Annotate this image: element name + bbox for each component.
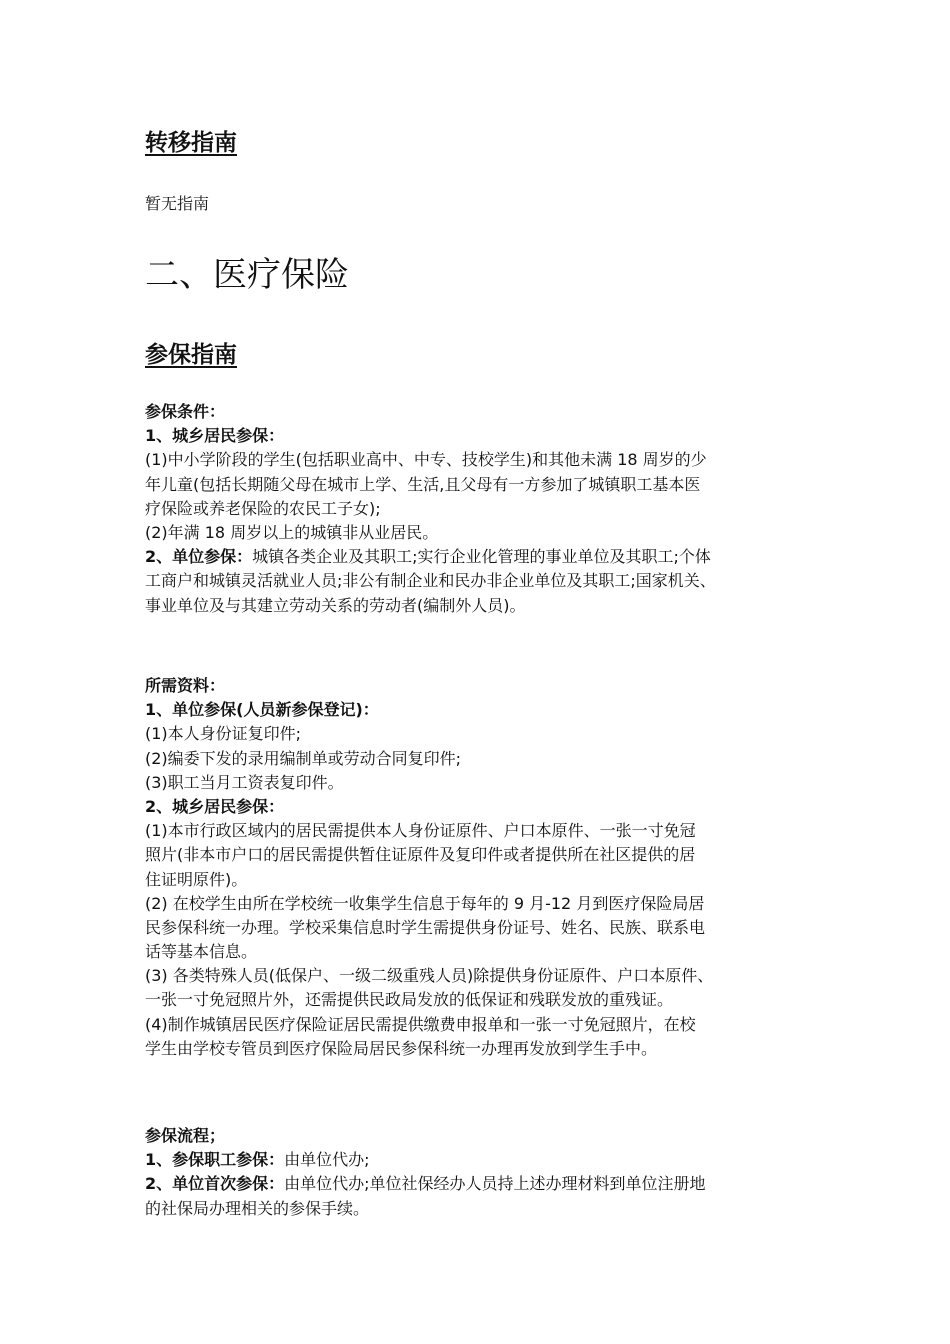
materials-item2-line: 话等基本信息。	[145, 942, 258, 962]
conditions-item2-line	[145, 545, 825, 569]
materials-item2-line: (2) 在校学生由所在学校统一收集学生信息于每年的 9 月-12 月到医疗保险局居	[145, 893, 705, 913]
conditions-item2-line: 工商户和城镇灵活就业人员;非公有制企业和民办非企业单位及其职工;国家机关、	[145, 571, 716, 591]
materials-title: 所需资料：	[145, 676, 226, 695]
conditions-item1-line: 年儿童(包括长期随父母在城市上学、生活,且父母有一方参加了城镇职工基本医	[145, 474, 701, 494]
materials-item2-line: 住证明原件)。	[145, 869, 248, 889]
transfer-guide-body: 暂无指南	[145, 194, 210, 213]
conditions-item2-label: 2、单位参保：	[145, 547, 253, 567]
enrollment-guide-heading: 参保指南	[145, 342, 237, 368]
materials-item2-line: 民参保科统一办理。学校采集信息时学生需提供身份证号、姓名、民族、联系电	[145, 917, 706, 937]
materials-item2-line: 学生由学校专管员到医疗保险局居民参保科统一办理再发放到学生手中。	[145, 1038, 658, 1058]
materials-item2-line: (3) 各类特殊人员(低保户、一级二级重残人员)除提供身份证原件、户口本原件、	[145, 966, 714, 986]
materials-item2-line: 一张一寸免冠照片外，还需提供民政局发放的低保证和残联发放的重残证。	[145, 990, 674, 1010]
materials-item1-line: (3)职工当月工资表复印件。	[145, 772, 344, 792]
conditions-item1-line: (2)年满 18 周岁以上的城镇非从业居民。	[145, 522, 439, 542]
conditions-item2-text: 城镇各类企业及其职工;实行企业化管理的事业单位及其职工;个体	[252, 547, 711, 567]
materials-item1-line: (1)本人身份证复印件;	[145, 724, 302, 744]
conditions-item1-line: 疗保险或养老保险的农民工子女);	[145, 498, 381, 518]
process-item2-text: 由单位代办;单位社保经办人员持上述办理材料到单位注册地	[284, 1174, 706, 1194]
conditions-item1-line: (1)中小学阶段的学生(包括职业高中、中专、技校学生)和其他未满 18 周岁的少	[145, 450, 707, 470]
medical-insurance-heading: 二、医疗保险	[145, 255, 349, 295]
materials-item2-title: 2、城乡居民参保：	[145, 796, 285, 816]
process-item2-line	[145, 1172, 825, 1196]
materials-section	[145, 674, 825, 1061]
process-section	[145, 1124, 825, 1221]
transfer-guide-heading: 转移指南	[145, 130, 237, 156]
process-item2-line: 的社保局办理相关的参保手续。	[145, 1198, 370, 1218]
materials-item1-line: (2)编委下发的录用编制单或劳动合同复印件;	[145, 748, 462, 768]
conditions-item1-title: 1、城乡居民参保：	[145, 426, 285, 446]
process-title: 参保流程；	[145, 1126, 226, 1145]
process-item1-text: 由单位代办;	[284, 1150, 370, 1170]
materials-item2-line: (4)制作城镇居民医疗保险证居民需提供缴费申报单和一张一寸免冠照片，在校	[145, 1014, 696, 1034]
conditions-item2-line: 事业单位及与其建立劳动关系的劳动者(编制外人员)。	[145, 595, 526, 615]
conditions-title: 参保条件：	[145, 402, 226, 421]
process-item2-label: 2、单位首次参保：	[145, 1174, 285, 1194]
conditions-section	[145, 400, 825, 618]
process-item1-label: 1、参保职工参保：	[145, 1150, 285, 1170]
materials-item2-line: (1)本市行政区域内的居民需提供本人身份证原件、户口本原件、一张一寸免冠	[145, 821, 696, 841]
materials-item2-line: 照片(非本市户口的居民需提供暂住证原件及复印件或者提供所在社区提供的居	[145, 845, 696, 865]
materials-item1-title: 1、单位参保(人员新参保登记)：	[145, 700, 379, 720]
process-item1-line	[145, 1148, 825, 1172]
